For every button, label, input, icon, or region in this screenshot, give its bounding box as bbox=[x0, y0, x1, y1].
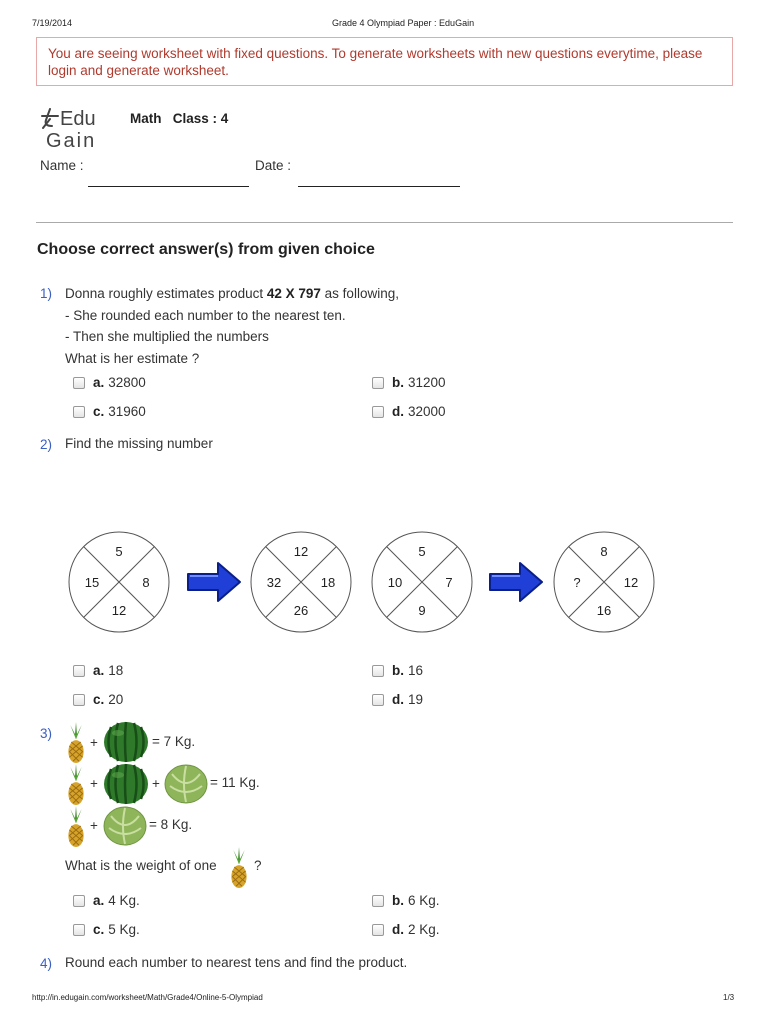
circle-1-bottom-number: 12 bbox=[111, 603, 127, 618]
question-3-number: 3) bbox=[40, 726, 53, 741]
pineapple-icon bbox=[66, 764, 86, 806]
date-label: Date : bbox=[255, 158, 292, 173]
q3-option-c[interactable]: c. 5 Kg. bbox=[73, 922, 140, 937]
circle-3-right-number: 7 bbox=[445, 575, 453, 590]
circle-3-top-number: 5 bbox=[418, 544, 426, 559]
checkbox-icon[interactable] bbox=[372, 406, 384, 418]
edugain-logo bbox=[40, 106, 120, 150]
equation-2-result: = 11 Kg. bbox=[210, 775, 260, 790]
pineapple-icon bbox=[66, 722, 86, 764]
plus-sign: + bbox=[90, 735, 98, 750]
checkbox-icon[interactable] bbox=[372, 924, 384, 936]
circle-1-left-number: 15 bbox=[84, 575, 100, 590]
circle-2-left-number: 32 bbox=[266, 575, 282, 590]
checkbox-icon[interactable] bbox=[73, 665, 85, 677]
q3-option-a[interactable]: a. 4 Kg. bbox=[73, 893, 140, 908]
checkbox-icon[interactable] bbox=[372, 694, 384, 706]
checkbox-icon[interactable] bbox=[73, 694, 85, 706]
subject: Math bbox=[130, 111, 162, 126]
date-underline bbox=[298, 186, 460, 187]
arrow-right-icon bbox=[188, 563, 240, 601]
q3-option-d[interactable]: d. 2 Kg. bbox=[372, 922, 440, 937]
name-underline bbox=[88, 186, 249, 187]
arrow-right-icon bbox=[490, 563, 542, 601]
logo-text-gain: Gain bbox=[46, 130, 97, 150]
circle-2-right-number: 18 bbox=[320, 575, 336, 590]
q1-option-a[interactable]: a. 32800 bbox=[73, 375, 146, 390]
q2-option-b[interactable]: b. 16 bbox=[372, 663, 423, 678]
circle-2-bottom-number: 26 bbox=[293, 603, 309, 618]
q1-option-b[interactable]: b. 31200 bbox=[372, 375, 446, 390]
q1-option-d[interactable]: d. 32000 bbox=[372, 404, 446, 419]
print-date: 7/19/2014 bbox=[32, 18, 73, 28]
circle-2-top-number: 12 bbox=[293, 544, 309, 559]
subject-class bbox=[130, 111, 228, 126]
print-url: http://in.edugain.com/worksheet/Math/Grade4/Online-5-Olympiad bbox=[32, 993, 263, 1002]
q3-option-b[interactable]: b. 6 Kg. bbox=[372, 893, 440, 908]
q2-option-d[interactable]: d. 19 bbox=[372, 692, 423, 707]
divider bbox=[36, 222, 733, 223]
checkbox-icon[interactable] bbox=[73, 924, 85, 936]
checkbox-icon[interactable] bbox=[73, 377, 85, 389]
checkbox-icon[interactable] bbox=[372, 665, 384, 677]
question-1-line2: - She rounded each number to the nearest ten. bbox=[65, 307, 346, 323]
q2-option-a[interactable]: a. 18 bbox=[73, 663, 123, 678]
question-1-text bbox=[65, 283, 399, 369]
cabbage-icon bbox=[164, 764, 208, 804]
watermelon-icon bbox=[103, 721, 149, 763]
equation-1-result: = 7 Kg. bbox=[152, 734, 196, 749]
q2-option-c[interactable]: c. 20 bbox=[73, 692, 123, 707]
number-circles-figure bbox=[60, 520, 680, 645]
plus-sign: + bbox=[152, 776, 160, 791]
question-2-text: Find the missing number bbox=[65, 436, 213, 451]
question-4-text: Round each number to nearest tens and find the product. bbox=[65, 955, 408, 970]
circle-3-left-number: 10 bbox=[387, 575, 403, 590]
cabbage-icon bbox=[103, 806, 147, 846]
question-4-number: 4) bbox=[40, 956, 53, 971]
question-3-prompt: What is the weight of one bbox=[65, 858, 217, 873]
circle-4-bottom-number: 16 bbox=[596, 603, 612, 618]
print-title: Grade 4 Olympiad Paper : EduGain bbox=[332, 18, 475, 28]
plus-sign: + bbox=[90, 818, 98, 833]
circle-4-left-number: ? bbox=[573, 575, 581, 590]
class-label: Class : 4 bbox=[172, 111, 229, 126]
checkbox-icon[interactable] bbox=[372, 377, 384, 389]
watermelon-icon bbox=[103, 763, 149, 805]
login-notice: You are seeing worksheet with fixed questions. To generate worksheets with new questions everytime, please login and generate worksheet. bbox=[36, 37, 733, 86]
section-title: Choose correct answer(s) from given choice bbox=[37, 241, 375, 258]
checkbox-icon[interactable] bbox=[73, 406, 85, 418]
question-2-number: 2) bbox=[40, 437, 53, 452]
name-label: Name : bbox=[40, 158, 84, 173]
question-1-line4: What is her estimate ? bbox=[65, 350, 200, 366]
question-1-line1: Donna roughly estimates product 42 X 797 as following, bbox=[65, 286, 399, 301]
pineapple-icon bbox=[66, 806, 86, 848]
checkbox-icon[interactable] bbox=[73, 895, 85, 907]
page-number: 1/3 bbox=[723, 993, 735, 1002]
pineapple-icon bbox=[229, 847, 249, 889]
circle-1-top-number: 5 bbox=[115, 544, 123, 559]
plus-sign: + bbox=[90, 776, 98, 791]
circle-4-right-number: 12 bbox=[623, 575, 639, 590]
circle-4-top-number: 8 bbox=[600, 544, 608, 559]
logo-text-edu: Edu bbox=[60, 108, 96, 130]
checkbox-icon[interactable] bbox=[372, 895, 384, 907]
question-1-number: 1) bbox=[40, 286, 53, 301]
question-1-line3: - Then she multiplied the numbers bbox=[65, 329, 269, 344]
circle-3-bottom-number: 9 bbox=[418, 603, 426, 618]
q1-option-c[interactable]: c. 31960 bbox=[73, 404, 146, 419]
question-3-mark: ? bbox=[254, 858, 262, 873]
equation-3-result: = 8 Kg. bbox=[149, 817, 193, 832]
circle-1-right-number: 8 bbox=[142, 575, 150, 590]
